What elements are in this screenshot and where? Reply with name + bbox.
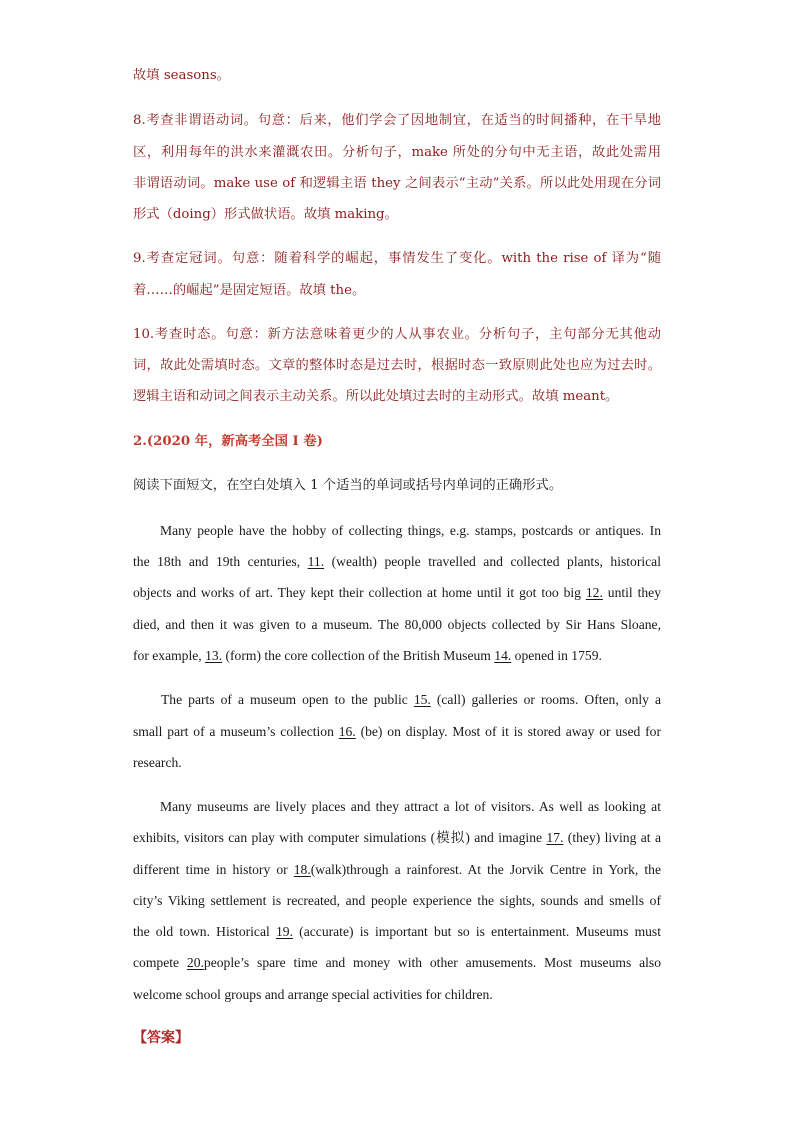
- passage-p2-line-2: [133, 724, 661, 740]
- text: The parts of a museum open to the public: [161, 692, 414, 707]
- text: small part of a museum’s collection: [133, 724, 339, 739]
- explanation-10-line-2: 词，故此处需填时态。文章的整体时态是过去时，根据时态一致原则此处也应为过去时。: [133, 358, 661, 373]
- blank-13: 13.: [205, 648, 223, 663]
- text: opened in 1759.: [511, 648, 602, 663]
- passage-p3-line-4: city’s Viking settlement is recreated, and people experience the sights, sounds and smells of: [133, 893, 661, 908]
- passage-p1-line-4: died, and then it was given to a museum. The 80,000 objects collected by Sir Hans Sloane,: [133, 617, 661, 632]
- blank-19: 19.: [275, 924, 293, 939]
- explanation-8-line-4: 形式（doing）形式做状语。故填 making。: [133, 207, 398, 222]
- explanation-8-line-2: 区，利用每年的洪水来灌溉农田。分析句子，make 所处的分句中无主语，故此处需用: [133, 145, 661, 160]
- text: (accurate) is important but so is entertainment. Museums must: [292, 924, 662, 939]
- blank-18: 18.: [293, 862, 311, 877]
- blank-16: 16.: [338, 724, 356, 739]
- section-title: 2.(2020 年，新高考全国 I 卷): [133, 434, 323, 449]
- blank-12: 12.: [585, 585, 603, 600]
- text: exhibits, visitors can play with computer simulations (模拟) and imagine: [133, 830, 547, 845]
- text: different time in history or: [133, 862, 294, 877]
- blank-20: 20.: [186, 955, 204, 970]
- text: objects and works of art. They kept their collection at home until it got too big: [133, 585, 586, 600]
- text: (form) the core collection of the British Museum: [222, 648, 495, 663]
- blank-11: 11.: [307, 554, 325, 569]
- text: compete: [133, 955, 187, 970]
- passage-p1-line-1: Many people have the hobby of collecting things, e.g. stamps, postcards or antiques. In: [160, 523, 661, 538]
- text: (they) living at a: [563, 830, 661, 845]
- passage-p3-line-2: [133, 830, 661, 846]
- explanation-10-line-1: 10.考查时态。句意：新方法意味着更少的人从事农业。分析句子，主句部分无其他动: [133, 327, 661, 342]
- text: the old town. Historical: [133, 924, 276, 939]
- blank-17: 17.: [546, 830, 564, 845]
- explanation-9-line-2: 着……的崛起”是固定短语。故填 the。: [133, 283, 366, 298]
- blank-15: 15.: [413, 692, 431, 707]
- text: people’s spare time and money with other amusements. Most museums also: [203, 955, 661, 970]
- text: (wealth) people travelled and collected plants, historical: [324, 554, 661, 569]
- passage-p3-line-5: [133, 924, 661, 940]
- answer-label: 【答案】: [133, 1030, 189, 1046]
- passage-p1-line-2: [133, 554, 661, 570]
- text: for example,: [133, 648, 206, 663]
- text: (walk)through a rainforest. At the Jorvik Centre in York, the: [310, 862, 661, 877]
- passage-p3-line-3: [133, 862, 661, 878]
- passage-p2-line-1: [161, 692, 661, 708]
- text: until they: [602, 585, 661, 600]
- explanation-8-line-1: 8.考查非谓语动词。句意：后来，他们学会了因地制宜，在适当的时间播种，在干旱地: [133, 113, 661, 128]
- text: the 18th and 19th centuries,: [133, 554, 308, 569]
- passage-p3-line-7: welcome school groups and arrange special activities for children.: [133, 987, 493, 1002]
- passage-p1-line-3: [133, 585, 661, 601]
- passage-p1-line-5: [133, 648, 661, 664]
- passage-p3-line-6: [133, 955, 661, 971]
- instruction: 阅读下面短文，在空白处填入 1 个适当的单词或括号内单词的正确形式。: [133, 478, 563, 493]
- explanation-8-line-3: 非谓语动词。make use of 和逻辑主语 they 之间表示“主动”关系。所以此处用现在分词: [133, 176, 661, 191]
- explanation-10-line-3: 逻辑主语和动词之间表示主动关系。所以此处填过去时的主动形式。故填 meant。: [133, 389, 619, 404]
- blank-14: 14.: [494, 648, 512, 663]
- text: (call) galleries or rooms. Often, only a: [430, 692, 662, 707]
- answer-line: 故填 seasons。: [133, 68, 230, 83]
- explanation-9-line-1: 9.考查定冠词。句意：随着科学的崛起，事情发生了变化。with the rise of 译为“随: [133, 251, 661, 266]
- passage-p3-line-1: Many museums are lively places and they attract a lot of visitors. As well as looking at: [160, 799, 661, 814]
- passage-p2-line-3: research.: [133, 755, 182, 770]
- text: (be) on display. Most of it is stored away or used for: [355, 724, 661, 739]
